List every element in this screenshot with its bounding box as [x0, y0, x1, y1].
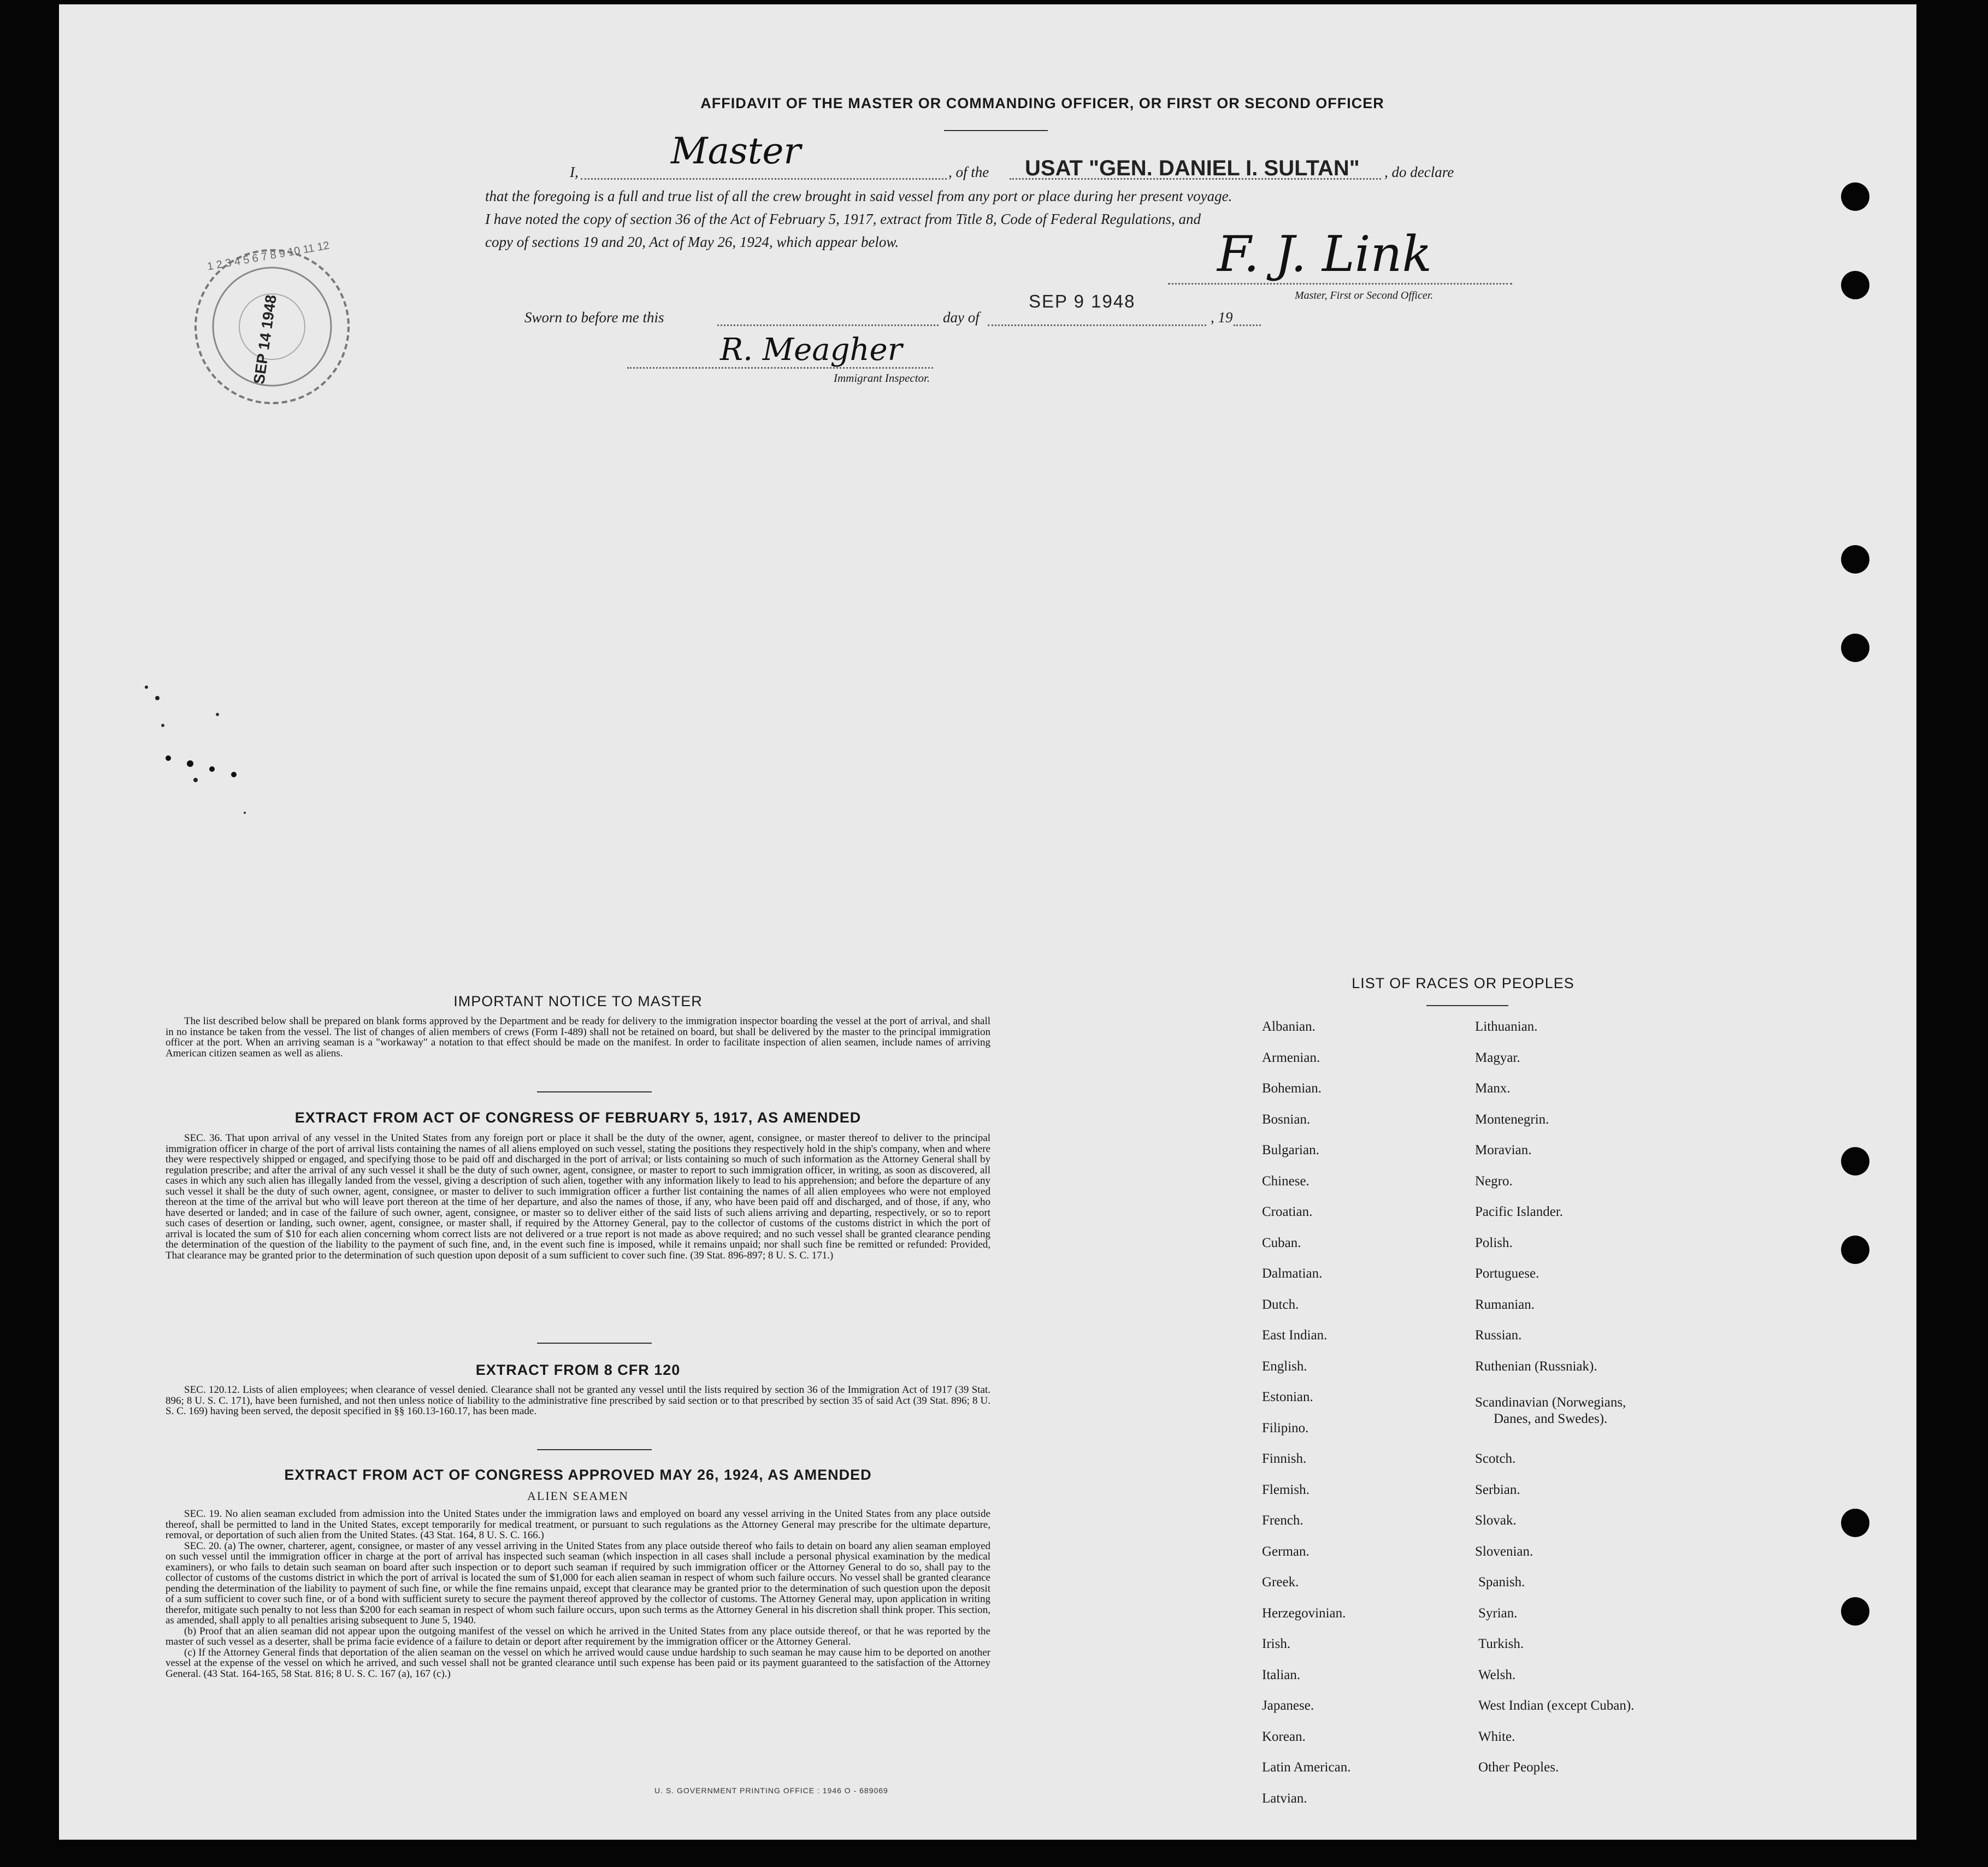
- race-item: Dalmatian.: [1262, 1266, 1323, 1281]
- printer-imprint: U. S. GOVERNMENT PRINTING OFFICE : 1946 O - 689069: [654, 1786, 888, 1795]
- race-item: Latvian.: [1262, 1791, 1307, 1806]
- race-item: Latin American.: [1262, 1760, 1351, 1775]
- year-line: [1234, 324, 1261, 326]
- notice-divider: [537, 1091, 652, 1092]
- punch-hole: [1841, 182, 1869, 211]
- extract-1917-title: EXTRACT FROM ACT OF CONGRESS OF FEBRUARY 5, 1917, AS AMENDED: [294, 1109, 862, 1126]
- race-item: Dutch.: [1262, 1297, 1299, 1312]
- race-item: Scandinavian (Norwegians,: [1475, 1395, 1626, 1410]
- sworn-date-line: [988, 324, 1206, 326]
- section-120-paragraph: SEC. 120.12. Lists of alien employees; when clearance of vessel denied. Clearance shall not be granted any vessel until the lists required by section 36 of the Immigration Act of 1917 (39 Stat. 896; 8 U. S. C. 171), have been furnished, and not then unless notice of liability to the administrative fine prescribed by said section or to that prescribed by section 35 of said Act (39 Stat. 896; 8 U. S. C. 169) having been served, the deposit specified in §§ 160.13-160.17, has been made.: [166, 1384, 990, 1417]
- stamp-date: SEP 14 1948: [250, 293, 280, 386]
- section-20b-paragraph: (b) Proof that an alien seaman did not appear upon the outgoing manifest of the vessel on which he arrived in the United States from any place outside thereof, or that he was reported by the master of such vessel as a deserter, shall be prima facie evidence of a failure to detain or deport after requirement by the immigration officer or the Attorney General.: [166, 1625, 990, 1647]
- section-20a-paragraph: SEC. 20. (a) The owner, charterer, agent, consignee, or master of any vessel arriving in the United States from any place outside thereof who fails to detain on board any alien seaman employed on such vessel until the immigration officer in charge at the port of arrival has inspected such seaman (which inspection in all cases shall include a personal physical examination by the medical examiners), or who fails to detain such seaman on board after such inspection or to deport such seaman if required by such immigration officer or the Attorney General to do so, shall pay to the collector of customs of the customs district in which the port of arrival is located the sum of $1,000 for each alien seaman in respect of whom such failure occurs. No vessel shall be granted clearance pending the determination of the liability to payment of such fine, or while the fine remains unpaid, except that clearance may be granted prior to the determination of such question upon the deposit of a sum sufficient to cover such fine, or of a bond with sufficient surety to secure the payment thereof approved by the collector of customs. The Attorney General may, upon application in writing therefor, mitigate such penalty to not less than $200 for each seaman in respect of whom such failure occurs, upon such terms as the Attorney General in his discretion shall think proper. This section, as amended, shall apply to all penalties arising subsequent to June 5, 1940.: [166, 1540, 990, 1626]
- race-item: Syrian.: [1478, 1606, 1518, 1621]
- race-item: French.: [1262, 1513, 1303, 1528]
- of-the-label: , of the: [948, 164, 989, 180]
- race-item: East Indian.: [1262, 1328, 1328, 1343]
- race-item: Montenegrin.: [1475, 1112, 1549, 1127]
- race-item: Manx.: [1475, 1081, 1511, 1096]
- race-item: Filipino.: [1262, 1421, 1309, 1435]
- race-item: Negro.: [1475, 1174, 1513, 1189]
- race-item: Korean.: [1262, 1729, 1306, 1744]
- extract-1924-title: EXTRACT FROM ACT OF CONGRESS APPROVED MAY 26, 1924, AS AMENDED: [284, 1467, 872, 1483]
- race-item: Bohemian.: [1262, 1081, 1322, 1096]
- affidavit-line-2: I have noted the copy of section 36 of the Act of February 5, 1917, extract from Title 8, Code of Federal Regulations, and: [485, 211, 1201, 227]
- signer-caption: Master, First or Second Officer.: [1295, 289, 1434, 302]
- punch-hole: [1841, 1509, 1869, 1537]
- sworn-date-stamp: SEP 9 1948: [1029, 291, 1136, 311]
- notice-text: [166, 1016, 990, 1059]
- day-of-label: day of: [943, 309, 980, 326]
- punch-hole: [1841, 271, 1869, 299]
- race-item: Russian.: [1475, 1328, 1522, 1343]
- cfr-divider: [537, 1449, 652, 1450]
- inspector-signature: R. Meagher: [720, 332, 902, 368]
- races-divider: [1426, 1005, 1508, 1006]
- race-item: Albanian.: [1262, 1019, 1315, 1034]
- inspector-caption: Immigrant Inspector.: [834, 371, 930, 385]
- i-value-line: [581, 178, 947, 180]
- declare-label: , do declare: [1384, 164, 1454, 180]
- year-label: , 19: [1211, 309, 1233, 326]
- race-item: Slovak.: [1475, 1513, 1517, 1528]
- vessel-name: USAT "GEN. DANIEL I. SULTAN": [1025, 156, 1360, 180]
- stamp-ring-text: 1 2 3 4 5 6 7 8 9 10 11 12: [206, 239, 331, 273]
- race-item: Polish.: [1475, 1236, 1513, 1250]
- race-item: Spanish.: [1478, 1575, 1525, 1590]
- race-item: Rumanian.: [1475, 1297, 1535, 1312]
- race-item: English.: [1262, 1359, 1307, 1374]
- punch-hole: [1841, 1236, 1869, 1264]
- i-label: I,: [570, 164, 579, 180]
- race-item: Serbian.: [1475, 1482, 1520, 1497]
- race-item: Slovenian.: [1475, 1544, 1533, 1559]
- race-item: Moravian.: [1475, 1143, 1532, 1157]
- race-item: Ruthenian (Russniak).: [1475, 1359, 1597, 1374]
- punch-hole: [1841, 545, 1869, 574]
- section-19-paragraph: SEC. 19. No alien seaman excluded from admission into the United States under the immigration laws and employed on board any vessel arriving in the United States from any place outside thereof, shall be permitted to land in the United States, except temporarily for medical treatment, or pursuant to such regulations as the Attorney General may prescribe for the ultimate departure, removal, or deportation of such alien from the United States. (43 Stat. 164, 8 U. S. C. 166.): [166, 1508, 990, 1541]
- race-item: Finnish.: [1262, 1451, 1307, 1466]
- title-divider: [944, 130, 1048, 131]
- affidavit-title: AFFIDAVIT OF THE MASTER OR COMMANDING OFFICER, OR FIRST OR SECOND OFFICER: [700, 95, 1384, 111]
- affidavit-line-1: that the foregoing is a full and true list of all the crew brought in said vessel from any port or place during her present voyage.: [485, 188, 1232, 204]
- race-item: Armenian.: [1262, 1050, 1320, 1065]
- document-page: [59, 4, 1916, 1840]
- scan-specks: [135, 682, 299, 824]
- signature-line: [1168, 283, 1512, 285]
- punch-hole: [1841, 634, 1869, 662]
- race-item: Flemish.: [1262, 1482, 1309, 1497]
- notice-paragraph: The list described below shall be prepared on blank forms approved by the Department and be ready for delivery to the immigration inspector boarding the vessel at the port of arrival, and shall in no instance be taken from the vessel. The list of changes of alien members of crews (Form I-489) shall not be retained on board, but shall be delivered by the master to the principal immigration officer at the port. When an arriving seaman is a "workaway" a notation to that effect should be made on the manifest. In order to facilitate inspection of alien seamen, include names of arriving American citizen seamen as well as aliens.: [166, 1015, 990, 1059]
- notice-title: IMPORTANT NOTICE TO MASTER: [453, 993, 703, 1009]
- race-item: Portuguese.: [1475, 1266, 1539, 1281]
- section-20c-paragraph: (c) If the Attorney General finds that deportation of the alien seaman on the vessel on which he arrived would cause undue hardship to such seaman he may cause him to be deported on another vessel at the expense of the vessel on which he arrived, and such vessel shall not be granted clearance until such expense has been paid or its payment guaranteed to the satisfaction of the Attorney General. (43 Stat. 164-165, 58 Stat. 816; 8 U. S. C. 167 (a), 167 (c).): [166, 1646, 990, 1680]
- race-item: Danes, and Swedes).: [1494, 1411, 1608, 1426]
- race-item: Bosnian.: [1262, 1112, 1311, 1127]
- race-item: Lithuanian.: [1475, 1019, 1538, 1034]
- race-item: Irish.: [1262, 1636, 1291, 1651]
- master-signature: F. J. Link: [1217, 226, 1432, 283]
- race-item: Pacific Islander.: [1475, 1204, 1564, 1219]
- race-item: Welsh.: [1478, 1668, 1516, 1682]
- race-item: White.: [1478, 1729, 1515, 1744]
- extract-1917-text: [166, 1133, 990, 1261]
- race-item: Other Peoples.: [1478, 1760, 1559, 1775]
- race-item: Herzegovinian.: [1262, 1606, 1346, 1621]
- race-item: Japanese.: [1262, 1698, 1314, 1713]
- affidavit-line-3: copy of sections 19 and 20, Act of May 26, 1924, which appear below.: [485, 234, 899, 250]
- race-item: Chinese.: [1262, 1174, 1309, 1189]
- race-item: Cuban.: [1262, 1236, 1301, 1250]
- extract-1924-text: [166, 1509, 990, 1679]
- race-item: Bulgarian.: [1262, 1143, 1319, 1157]
- extract-1917-divider: [537, 1343, 652, 1344]
- race-item: Magyar.: [1475, 1050, 1520, 1065]
- punch-hole: [1841, 1147, 1869, 1175]
- section-36-paragraph: SEC. 36. That upon arrival of any vessel in the United States from any foreign port or place it shall be the duty of the owner, agent, consignee, or master thereof to deliver to the principal immigration officer in charge of the port of arrival lists containing the names of all aliens employed on such vessel, stating the positions they respectively hold in the ship's company, when and where they were respectively shipped or engaged, and specifying those to be paid off and discharged in the port of arrival; or lists containing so much of such information as the Attorney General shall by regulation prescribe; and after the arrival of any such vessel it shall be the duty of such owner, agent, consignee, or master to report to such immigration officer, in writing, as soon as discovered, all cases in which any such alien has illegally landed from the vessel, giving a description of such alien, together with any information likely to lead to his apprehension; and before the departure of any such vessel it shall be the duty of such owner, agent, consignee, or master to deliver to such immigration officer a further list containing the names of all alien employees who were not employed thereon at the time of the arrival but who will leave port thereon at the time of her departure, and also the names of those, if any, who have been paid off and discharged, and of those, if any, who have deserted or landed; and in case of the failure of such owner, agent, consignee, or master so to deliver either of the said lists of such aliens arriving and departing, respectively, or so to report such cases of desertion or landing, such owner, agent, consignee, or master shall, if required by the Attorney General, pay to the collector of customs of the customs district in which the port of arrival is located the sum of $10 for each alien concerning whom correct lists are not delivered or a true report is not made as above required; and no such vessel shall be granted clearance pending the determination of the question of the liability to the payment of such fine, and, in the event such fine is imposed, while it remains unpaid; nor shall such fine be remitted or refunded: Provided, That clearance may be granted prior to the determination of such question upon deposit of a sum sufficient to cover such fine. (39 Stat. 896-897; 8 U. S. C. 171.): [166, 1132, 990, 1261]
- race-item: Croatian.: [1262, 1204, 1313, 1219]
- race-item: West Indian (except Cuban).: [1478, 1698, 1635, 1713]
- race-item: German.: [1262, 1544, 1309, 1559]
- inspection-stamp: [190, 239, 354, 409]
- races-title: LIST OF RACES OR PEOPLES: [1352, 975, 1574, 991]
- race-item: Italian.: [1262, 1668, 1301, 1682]
- i-value: Master: [671, 130, 801, 172]
- cfr-title: EXTRACT FROM 8 CFR 120: [475, 1362, 681, 1378]
- sworn-label: Sworn to before me this: [524, 309, 664, 326]
- race-item: Turkish.: [1478, 1636, 1524, 1651]
- race-item: Scotch.: [1475, 1451, 1516, 1466]
- punch-hole: [1841, 1597, 1869, 1626]
- sworn-day-line: [717, 324, 939, 326]
- race-item: Estonian.: [1262, 1390, 1313, 1404]
- race-item: Greek.: [1262, 1575, 1299, 1590]
- cfr-text: [166, 1385, 990, 1417]
- alien-seamen-subtitle: ALIEN SEAMEN: [527, 1489, 629, 1503]
